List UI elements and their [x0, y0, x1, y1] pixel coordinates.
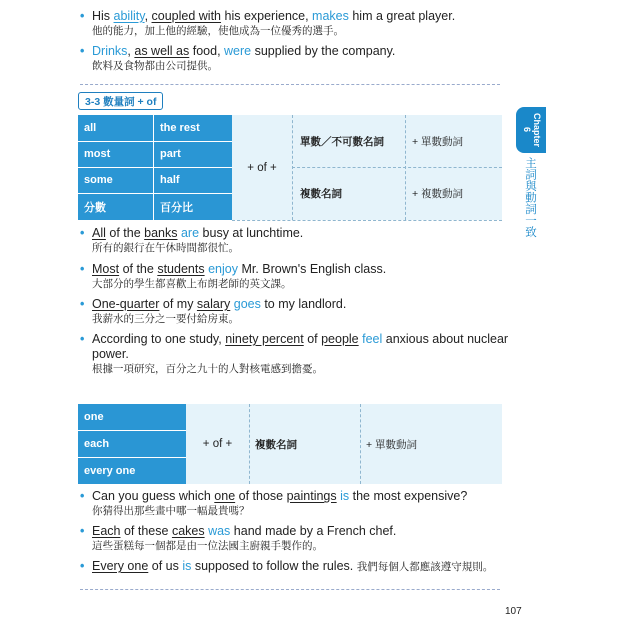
- sentence-fragment: the most expensive?: [349, 489, 468, 503]
- quantifier-cell: the rest: [160, 122, 200, 134]
- sentence-fragment: Can you guess which: [92, 489, 215, 503]
- bullet-icon: •: [80, 226, 85, 240]
- chinese-translation: 這些蛋糕每一個都是由一位法國主廚親手製作的。: [92, 540, 323, 552]
- grid-line: [232, 220, 502, 221]
- sentence-fragment: students: [157, 262, 205, 276]
- sentence-fragment: to my landlord.: [260, 297, 347, 311]
- grid-line: [249, 404, 250, 484]
- english-sentence: [80, 262, 510, 277]
- sentence-fragment: cakes: [171, 524, 205, 538]
- verb-type-cell: + 單數動詞: [412, 135, 464, 148]
- quantifier-cell: one: [84, 411, 104, 423]
- verb-type-cell: + 複數動詞: [412, 188, 464, 200]
- example-sentence: [80, 297, 510, 327]
- quantifier-cell: most: [84, 148, 111, 160]
- example-sentence: [80, 262, 510, 292]
- english-sentence: [80, 226, 510, 241]
- sentence-fragment: of those: [235, 489, 287, 503]
- sentence-fragment: ,: [144, 9, 152, 23]
- quantifier-cell: part: [160, 148, 181, 160]
- sentence-fragment: All: [92, 226, 106, 240]
- sentence-fragment: anxious about nuclear power.: [92, 332, 509, 361]
- bullet-icon: •: [80, 297, 85, 311]
- sentence-fragment: feel: [362, 332, 383, 346]
- bullet-icon: •: [80, 489, 85, 503]
- sentence-fragment: Most: [92, 262, 120, 276]
- chapter-label: Chapter 6: [522, 112, 542, 147]
- example-sentence: [80, 559, 510, 575]
- quantifier-cell: 分數: [84, 201, 106, 214]
- sentence-fragment: supposed to follow the rules.: [191, 559, 357, 573]
- chapter-title: 主詞與動詞一致: [524, 157, 536, 238]
- example-sentence: [80, 332, 510, 377]
- sentence-fragment: of the: [119, 262, 158, 276]
- noun-type-cell: 複數名詞: [300, 188, 342, 200]
- chinese-translation: 他的能力，加上他的經驗，使他成為一位優秀的選手。: [92, 25, 344, 37]
- sentence-fragment: hand made by a French chef.: [230, 524, 397, 538]
- quantifier-cell: all: [84, 122, 97, 134]
- sentence-fragment: salary: [196, 297, 231, 311]
- sentence-fragment: supplied by the company.: [251, 44, 396, 58]
- sentence-fragment: of: [303, 332, 322, 346]
- example-sentence: [80, 9, 510, 39]
- sentence-fragment: his experience,: [221, 9, 313, 23]
- chinese-translation: 根據一項研究，百分之九十的人對核電感到擔憂。: [92, 363, 323, 375]
- grid-line: [153, 115, 154, 220]
- sentence-fragment: enjoy: [208, 262, 238, 276]
- bullet-icon: •: [80, 9, 85, 23]
- chinese-translation: 大部分的學生都喜歡上布朗老師的英文課。: [92, 278, 292, 290]
- sentence-fragment: was: [208, 524, 231, 538]
- example-sentence: [80, 44, 510, 74]
- divider-line: [80, 84, 500, 85]
- sentence-fragment: Mr. Brown's English class.: [237, 262, 387, 276]
- sentence-fragment: is: [340, 489, 350, 503]
- page-number: 107: [505, 606, 522, 617]
- chinese-translation: 飲料及食物都由公司提供。: [92, 60, 218, 72]
- sentence-fragment: of my: [159, 297, 197, 311]
- bullet-icon: •: [80, 332, 85, 346]
- chinese-translation: 所有的銀行在午休時間都很忙。: [92, 242, 239, 254]
- sentence-fragment: are: [180, 226, 200, 240]
- sentence-fragment: One-quarter: [92, 297, 160, 311]
- english-sentence: [80, 332, 510, 362]
- noun-type-cell: 單數／不可數名詞: [300, 135, 384, 148]
- noun-type-cell: 複數名詞: [255, 438, 297, 451]
- sentence-fragment: people: [321, 332, 359, 346]
- english-sentence: [80, 44, 510, 59]
- sentence-fragment: him a great player.: [348, 9, 456, 23]
- quantifier-cell: half: [160, 174, 180, 186]
- sentence-fragment: paintings: [286, 489, 337, 503]
- sentence-fragment: banks: [144, 226, 178, 240]
- of-label: + of +: [247, 161, 277, 174]
- of-label: + of +: [202, 438, 233, 450]
- sentence-fragment: ninety percent: [225, 332, 304, 346]
- sentence-fragment: ,: [127, 44, 135, 58]
- quantifier-cell: every one: [84, 464, 136, 477]
- sentence-fragment: coupled with: [151, 9, 222, 23]
- sentence-fragment: His: [92, 9, 114, 23]
- sentence-fragment: is: [182, 559, 192, 573]
- quantifier-cell: each: [84, 437, 110, 450]
- english-sentence: [80, 524, 510, 539]
- sentence-fragment: goes: [233, 297, 261, 311]
- english-sentence: [80, 489, 510, 504]
- english-sentence: [80, 559, 510, 575]
- example-sentence: [80, 489, 510, 519]
- sentence-fragment: According to one study,: [92, 332, 226, 346]
- sentence-fragment: food,: [189, 44, 225, 58]
- example-sentence: [80, 226, 510, 256]
- sentence-fragment: of us: [148, 559, 183, 573]
- sentence-fragment: were: [224, 44, 252, 58]
- quantifier-cell: some: [84, 174, 113, 186]
- english-sentence: [80, 297, 510, 312]
- sentence-fragment: of these: [120, 524, 172, 538]
- sentence-fragment: of the: [105, 226, 145, 240]
- grid-line: [360, 404, 361, 484]
- section-label: 3-3 數量詞 + of: [85, 95, 157, 108]
- example-sentence: [80, 524, 510, 554]
- bullet-icon: •: [80, 262, 85, 276]
- chinese-translation: 我薪水的三分之一要付給房東。: [92, 313, 239, 325]
- divider-line: [80, 589, 500, 590]
- sentence-fragment: as well as: [134, 44, 190, 58]
- verb-type-cell: + 單數動詞: [366, 438, 418, 451]
- bullet-icon: •: [80, 524, 85, 538]
- sentence-fragment: Each: [92, 524, 121, 538]
- sentence-fragment: Drinks: [92, 44, 128, 58]
- sentence-fragment: 我們每個人都應該遵守規則。: [356, 561, 494, 573]
- english-sentence: [80, 9, 510, 24]
- sentence-fragment: busy at lunchtime.: [199, 226, 304, 240]
- sentence-fragment: one: [214, 489, 236, 503]
- quantifier-cell: 百分比: [160, 201, 193, 214]
- bullet-icon: •: [80, 559, 85, 573]
- sentence-fragment: Every one: [92, 559, 149, 573]
- sentence-fragment: makes: [312, 9, 349, 23]
- section-header: [78, 92, 163, 110]
- chinese-translation: 你猜得出那些畫中哪一幅最貴嗎？: [92, 505, 250, 517]
- bullet-icon: •: [80, 44, 85, 58]
- sentence-fragment: ability: [113, 9, 145, 23]
